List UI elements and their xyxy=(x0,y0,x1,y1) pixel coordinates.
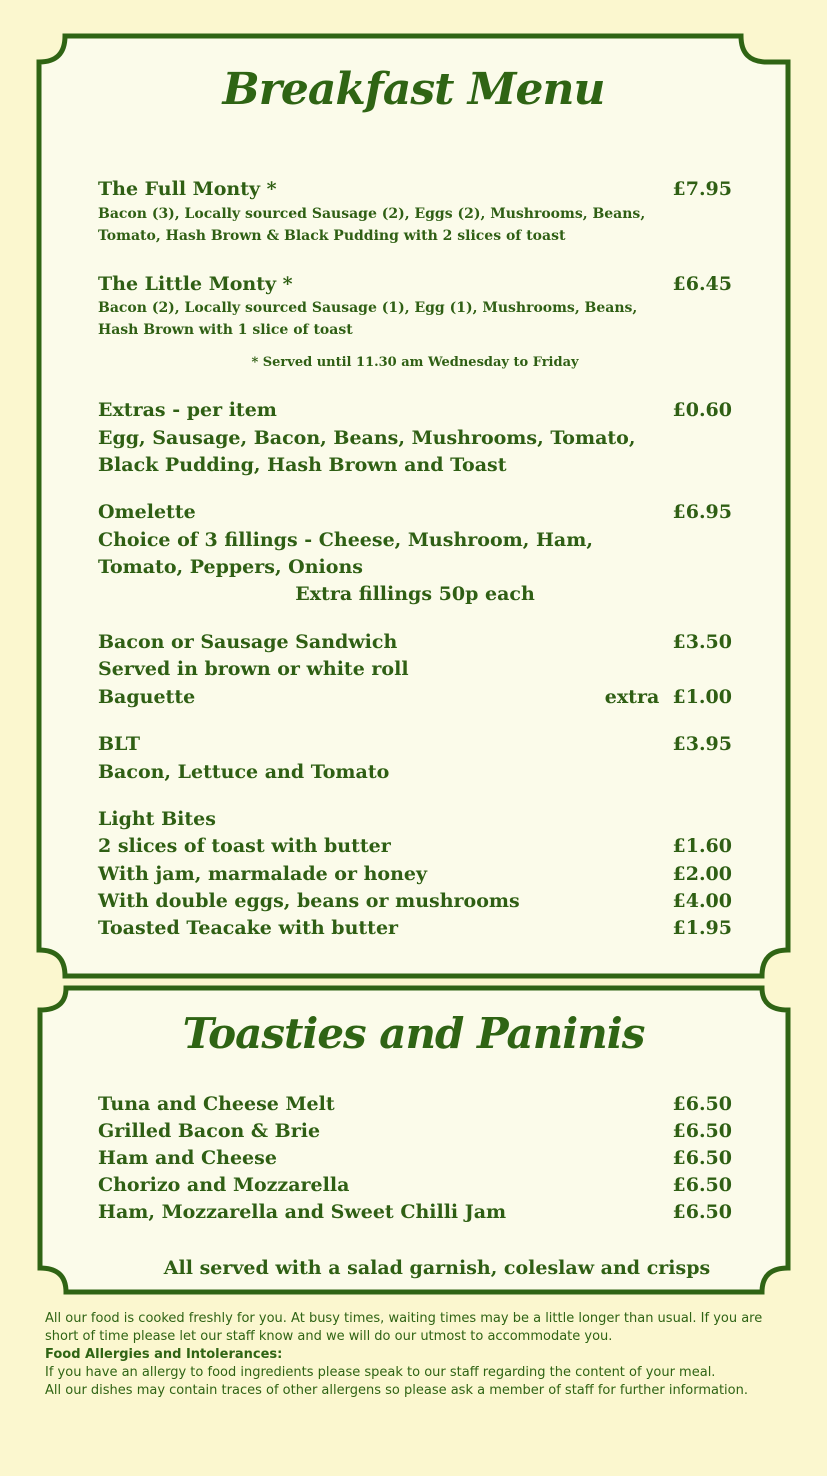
toasties-panel xyxy=(0,984,827,1298)
light-bites-item-name: 2 slices of toast with butter xyxy=(98,835,391,857)
omelette-desc-2: Tomato, Peppers, Onions xyxy=(98,556,363,578)
toasties-item xyxy=(98,1198,732,1226)
toasties-item-name: Chorizo and Mozzarella xyxy=(98,1174,350,1196)
served-note: * Served until 11.30 am Wednesday to Friday xyxy=(251,355,579,370)
light-bites-item-price: £1.95 xyxy=(672,917,732,939)
extras-price: £0.60 xyxy=(672,399,732,421)
breakfast-title: Breakfast Menu xyxy=(222,64,605,115)
extras-desc-1: Egg, Sausage, Bacon, Beans, Mushrooms, Tomato, xyxy=(98,427,636,449)
omelette-desc-1: Choice of 3 fillings - Cheese, Mushroom, Ham, xyxy=(98,529,593,551)
full-monty-row xyxy=(98,175,732,203)
omelette-name: Omelette xyxy=(98,501,196,523)
toasties-item xyxy=(98,1171,732,1199)
light-bites-item-name: With jam, marmalade or honey xyxy=(98,863,428,885)
toasties-item-name: Grilled Bacon & Brie xyxy=(98,1120,321,1142)
baguette-name: Baguette xyxy=(98,686,196,708)
footer xyxy=(45,1310,790,1400)
baguette-row xyxy=(98,683,732,711)
footer-paragraph: All our food is cooked freshly for you. At busy times, waiting times may be a little longer than usual. If you are short of time please let our staff know and we will do our utmost to accommodate you. xyxy=(45,1311,763,1344)
light-bites-item-name: Toasted Teacake with butter xyxy=(98,917,399,939)
sandwich-row xyxy=(98,628,732,656)
omelette-row xyxy=(98,498,732,526)
toasties-item xyxy=(98,1117,732,1145)
toasties-item-name: Tuna and Cheese Melt xyxy=(98,1093,335,1115)
toasties-item-price: £6.50 xyxy=(672,1174,732,1196)
light-bites-title: Light Bites xyxy=(98,808,216,830)
allergy-line-2: All our dishes may contain traces of other allergens so please ask a member of staff for further information. xyxy=(45,1383,748,1398)
light-bites-item-price: £1.60 xyxy=(672,835,732,857)
full-monty-price: £7.95 xyxy=(672,178,732,200)
little-monty-name: The Little Monty * xyxy=(98,273,293,295)
extras-row xyxy=(98,396,732,424)
toasties-item-name: Ham, Mozzarella and Sweet Chilli Jam xyxy=(98,1201,507,1223)
sandwich-name: Bacon or Sausage Sandwich xyxy=(98,631,398,653)
light-bites-item-price: £2.00 xyxy=(672,863,732,885)
allergy-line-1: If you have an allergy to food ingredients please speak to our staff regarding the content of your meal. xyxy=(45,1365,716,1380)
full-monty-desc-2: Tomato, Hash Brown & Black Pudding with 2 slices of toast xyxy=(98,228,566,244)
light-bites-item-name: With double eggs, beans or mushrooms xyxy=(98,890,520,912)
toasties-item-price: £6.50 xyxy=(672,1147,732,1169)
toasties-title: Toasties and Paninis xyxy=(182,1009,645,1058)
little-monty-row xyxy=(98,270,732,298)
toasties-item-name: Ham and Cheese xyxy=(98,1147,277,1169)
light-bites-item xyxy=(98,887,732,915)
little-monty-desc-2: Hash Brown with 1 slice of toast xyxy=(98,322,353,338)
light-bites-item xyxy=(98,914,732,942)
sandwich-price: £3.50 xyxy=(672,631,732,653)
blt-desc-1: Bacon, Lettuce and Tomato xyxy=(98,761,390,783)
light-bites-item xyxy=(98,860,732,888)
allergy-heading: Food Allergies and Intolerances: xyxy=(45,1347,283,1362)
omelette-price: £6.95 xyxy=(672,501,732,523)
blt-row xyxy=(98,730,732,758)
blt-price: £3.95 xyxy=(672,733,732,755)
blt-name: BLT xyxy=(98,733,141,755)
toasties-note: All served with a salad garnish, coleslaw and crisps xyxy=(163,1257,711,1279)
little-monty-price: £6.45 xyxy=(672,273,732,295)
baguette-price: extra £1.00 xyxy=(604,686,732,708)
extras-desc-2: Black Pudding, Hash Brown and Toast xyxy=(98,454,507,476)
light-bites-item xyxy=(98,832,732,860)
light-bites-item-price: £4.00 xyxy=(672,890,732,912)
toasties-item-price: £6.50 xyxy=(672,1093,732,1115)
toasties-item xyxy=(98,1144,732,1172)
full-monty-name: The Full Monty * xyxy=(98,178,277,200)
toasties-item-price: £6.50 xyxy=(672,1201,732,1223)
full-monty-desc-1: Bacon (3), Locally sourced Sausage (2), Eggs (2), Mushrooms, Beans, xyxy=(98,206,646,222)
toasties-item xyxy=(98,1090,732,1118)
extras-name: Extras - per item xyxy=(98,399,277,421)
little-monty-desc-1: Bacon (2), Locally sourced Sausage (1), Egg (1), Mushrooms, Beans, xyxy=(98,300,638,316)
toasties-item-price: £6.50 xyxy=(672,1120,732,1142)
sandwich-desc-1: Served in brown or white roll xyxy=(98,658,409,680)
omelette-note: Extra fillings 50p each xyxy=(295,583,535,605)
